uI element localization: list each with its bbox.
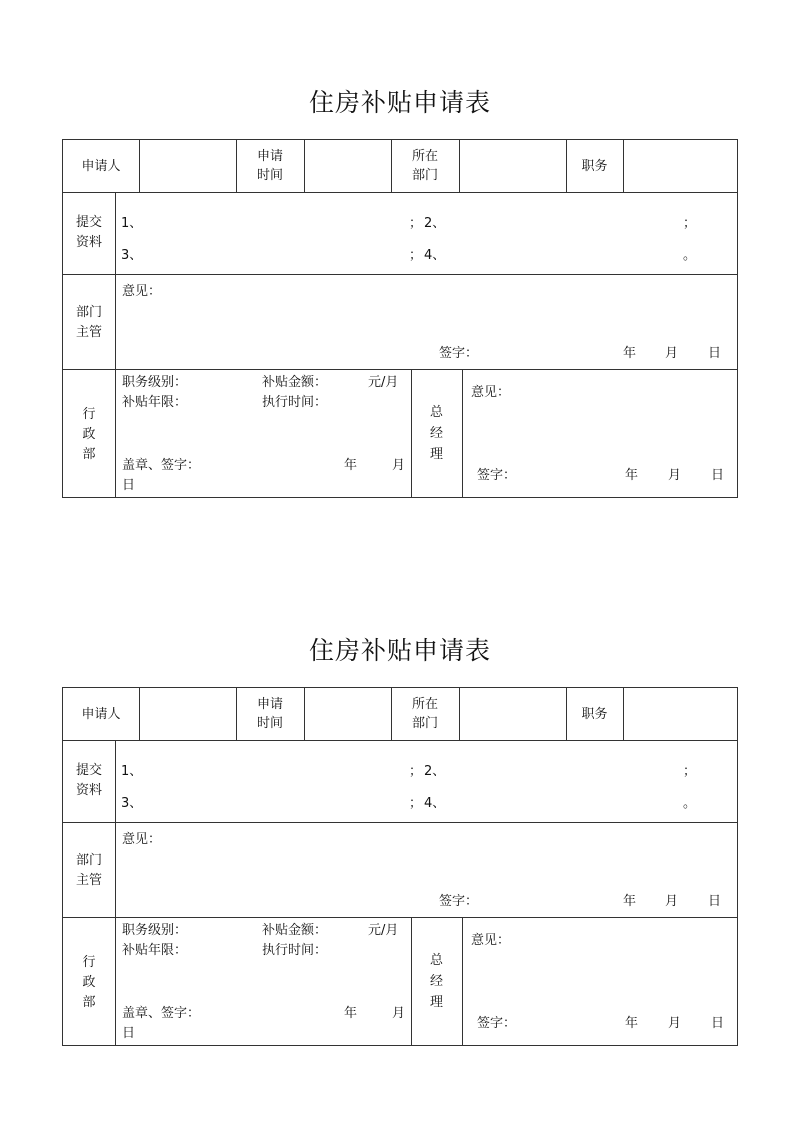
material-end-2: 。 [683, 796, 697, 811]
gm-year: 年 [625, 1016, 639, 1031]
seal-label: 盖章、签字： [122, 1006, 201, 1021]
form-title: 住房补贴申请表 [308, 636, 491, 665]
material-item-3: 3、 [121, 796, 143, 811]
admin-month: 月 [392, 458, 406, 473]
materials-label-2: 资料 [75, 783, 102, 798]
supervisor-opinion: 意见： [122, 284, 162, 299]
admin-label-3: 部 [82, 447, 96, 462]
admin-month: 月 [392, 1006, 406, 1021]
admin-year: 年 [344, 458, 358, 473]
gm-sign: 签字： [477, 468, 517, 483]
supervisor-year: 年 [623, 894, 637, 909]
material-item-4: 4、 [424, 248, 446, 263]
materials-label-2: 资料 [75, 235, 102, 250]
dept-label-2: 部门 [411, 716, 438, 731]
material-end-1: ； [683, 216, 697, 231]
admin-label-1: 行 [82, 407, 96, 422]
row-dept-supervisor [62, 275, 738, 370]
materials-label-1: 提交 [75, 215, 102, 230]
amount-unit: 元/月 [368, 923, 399, 938]
supervisor-opinion: 意见： [122, 832, 162, 847]
admin-label-3: 部 [82, 995, 96, 1010]
gm-day: 日 [711, 468, 725, 483]
gm-month: 月 [668, 1016, 682, 1031]
material-item-3: 3、 [121, 248, 143, 263]
supervisor-sign: 签字： [439, 346, 479, 361]
gm-day: 日 [711, 1016, 725, 1031]
material-end-1: ； [683, 764, 697, 779]
material-end-2: 。 [683, 248, 697, 263]
position-label: 职务 [581, 159, 608, 174]
gm-opinion: 意见： [471, 933, 511, 948]
supervisor-month: 月 [665, 894, 679, 909]
gm-label-1: 总 [429, 953, 443, 968]
position-label: 职务 [581, 707, 608, 722]
row-dept-supervisor [62, 823, 738, 918]
supervisor-label-1: 部门 [75, 853, 102, 868]
dept-label-2: 部门 [411, 168, 438, 183]
amount-label: 补贴金额： [262, 375, 328, 390]
material-sep-2: ； [409, 248, 423, 263]
gm-opinion: 意见： [471, 385, 511, 400]
dept-label-1: 所在 [411, 697, 438, 712]
row-applicant-info [62, 687, 738, 741]
apply-time-label-1: 申请 [256, 697, 283, 712]
applicant-label: 申请人 [81, 159, 121, 174]
material-sep-1: ； [409, 216, 423, 231]
material-item-1: 1、 [121, 764, 143, 779]
rank-label: 职务级别： [122, 923, 188, 938]
gm-label-1: 总 [429, 405, 443, 420]
amount-label: 补贴金额： [262, 923, 328, 938]
material-item-2: 2、 [424, 216, 446, 231]
years-label: 补贴年限： [122, 395, 188, 410]
row-admin-dept [62, 918, 738, 1046]
material-item-1: 1、 [121, 216, 143, 231]
form-title: 住房补贴申请表 [308, 88, 491, 117]
gm-year: 年 [625, 468, 639, 483]
rank-label: 职务级别： [122, 375, 188, 390]
admin-label-2: 政 [82, 975, 96, 990]
admin-label-1: 行 [82, 955, 96, 970]
supervisor-label-1: 部门 [75, 305, 102, 320]
supervisor-label-2: 主管 [75, 873, 102, 888]
gm-label-2: 经 [429, 426, 443, 441]
supervisor-day: 日 [708, 346, 722, 361]
materials-label-1: 提交 [75, 763, 102, 778]
applicant-value-cell[interactable] [71, 140, 137, 192]
supervisor-month: 月 [665, 346, 679, 361]
apply-time-label-1: 申请 [256, 149, 283, 164]
row-admin-dept [62, 370, 738, 498]
row-submitted-materials [62, 741, 738, 823]
gm-label-2: 经 [429, 974, 443, 989]
supervisor-year: 年 [623, 346, 637, 361]
gm-sign: 签字： [477, 1016, 517, 1031]
material-sep-2: ； [409, 796, 423, 811]
apply-time-label-2: 时间 [256, 168, 283, 183]
exec-time-label: 执行时间： [262, 943, 328, 958]
row-applicant-info [62, 139, 738, 193]
admin-day: 日 [122, 1026, 136, 1041]
applicant-label: 申请人 [81, 707, 121, 722]
gm-label-3: 理 [429, 447, 443, 462]
admin-year: 年 [344, 1006, 358, 1021]
dept-label-1: 所在 [411, 149, 438, 164]
material-item-4: 4、 [424, 796, 446, 811]
amount-unit: 元/月 [368, 375, 399, 390]
row-submitted-materials [62, 193, 738, 275]
material-item-2: 2、 [424, 764, 446, 779]
supervisor-label-2: 主管 [75, 325, 102, 340]
gm-label-3: 理 [429, 995, 443, 1010]
exec-time-label: 执行时间： [262, 395, 328, 410]
material-sep-1: ； [409, 764, 423, 779]
supervisor-day: 日 [708, 894, 722, 909]
admin-label-2: 政 [82, 427, 96, 442]
apply-time-label-2: 时间 [256, 716, 283, 731]
supervisor-sign: 签字： [439, 894, 479, 909]
admin-day: 日 [122, 478, 136, 493]
gm-month: 月 [668, 468, 682, 483]
seal-label: 盖章、签字： [122, 458, 201, 473]
years-label: 补贴年限： [122, 943, 188, 958]
